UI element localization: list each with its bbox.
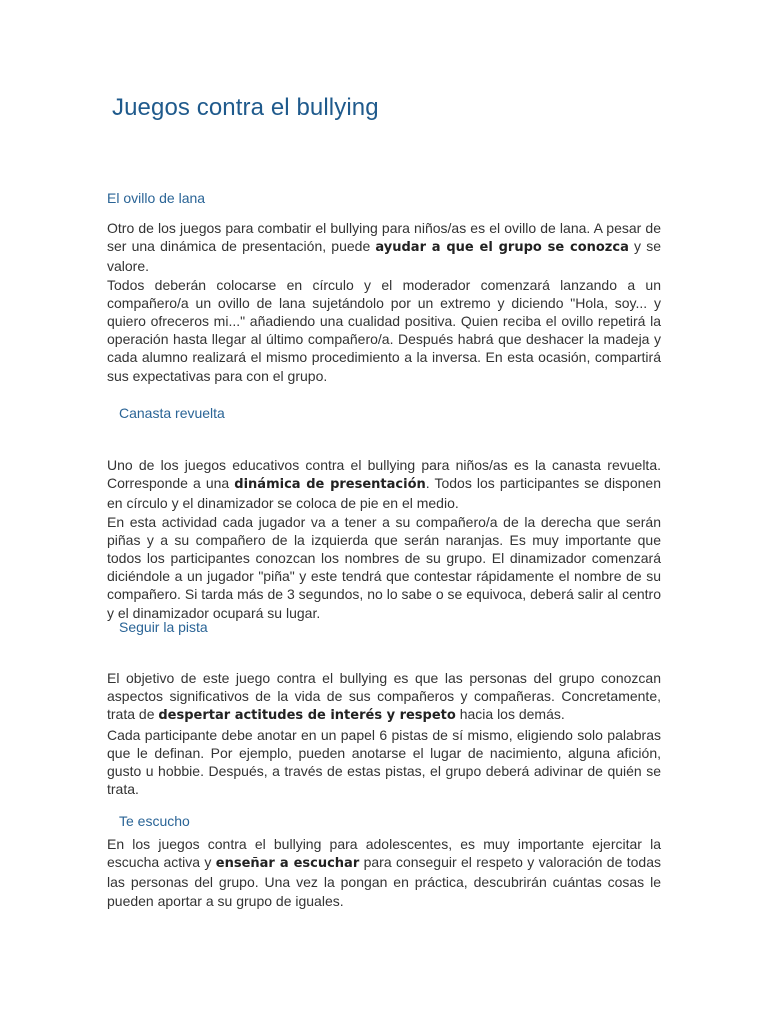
- section-heading-ovillo-de-lana: El ovillo de lana: [107, 190, 206, 206]
- section-heading-canasta-revuelta: Canasta revuelta: [119, 405, 225, 421]
- paragraph-text: Uno de los juegos educativos contra el bullying para niños/as es la canasta revuelta. Corresponde a una: [107, 457, 661, 492]
- paragraph-te-escucho: [107, 835, 661, 910]
- section-heading-te-escucho: Te escucho: [119, 813, 190, 829]
- paragraph-text: para conseguir el respeto y valoración de todas las personas del grupo. Una vez la pongan en práctica, descubrirán cuántas cosas le pueden aportar a su grupo de iguales.: [107, 854, 661, 909]
- paragraph-text: Otro de los juegos para combatir el bullying para niños/as es el ovillo de lana. A pesar de ser una dinámica de presentación, puede: [107, 220, 661, 255]
- paragraph-canasta: [107, 456, 661, 622]
- paragraph-text: El objetivo de este juego contra el bullying es que las personas del grupo conozcan aspectos significativos de la vida de sus compañeros y compañeras. Concretamente, trata de: [107, 670, 661, 723]
- section-heading-seguir-la-pista: Seguir la pista: [119, 619, 208, 635]
- paragraph-text: hacia los demás.: [455, 706, 565, 723]
- page-title: Juegos contra el bullying: [112, 94, 379, 121]
- paragraph-seguir-pista: [107, 669, 661, 798]
- bold-phrase: enseñar a escuchar: [215, 856, 360, 872]
- bold-phrase: dinámica de presentación: [234, 477, 426, 493]
- paragraph-text: Cada participante debe anotar en un papel 6 pistas de sí mismo, eligiendo solo palabras que le definan. Por ejemplo, pueden anotarse el lugar de nacimiento, alguna afición, gusto u hobbie. Después, a través de estas pistas, el grupo deberá adivinar de quién se trata.: [107, 726, 661, 798]
- paragraph-ovillo-intro: [107, 219, 661, 385]
- bold-phrase: ayudar a que el grupo se conozca: [375, 240, 629, 256]
- paragraph-text: En esta actividad cada jugador va a tener a su compañero/a de la derecha que serán piñas y a su compañero de la izquierda que serán naranjas. Es muy importante que todos los participantes conozcan los nombres de su grupo. El dinamizador comenzará diciéndole a un jugador "piña" y este tendrá que contestar rápidamente el nombre de su compañero. Si tarda más de 3 segundos, no lo sabe o se equivoca, deberá salir al centro y el dinamizador ocupará su lugar.: [107, 513, 661, 621]
- paragraph-text: Todos deberán colocarse en círculo y el moderador comenzará lanzando a un compañero/a un ovillo de lana sujetándolo por un extremo y diciendo "Hola, soy... y quiero ofreceros mi..." añadiendo una cualidad positiva. Quien reciba el ovillo repetirá la operación hasta llegar al último compañero/a. Después habrá que deshacer la madeja y cada alumno realizará el mismo procedimiento a la inversa. En esta ocasión, compartirá sus expectativas para con el grupo.: [107, 276, 661, 384]
- paragraph-text: . Todos los participantes se disponen en círculo y el dinamizador se coloca de pie en el medio.: [107, 475, 661, 512]
- paragraph-text: y se valore.: [107, 238, 661, 275]
- bold-phrase: despertar actitudes de interés y respeto: [158, 708, 456, 724]
- paragraph-text: En los juegos contra el bullying para adolescentes, es muy importante ejercitar la escucha activa y: [107, 836, 661, 871]
